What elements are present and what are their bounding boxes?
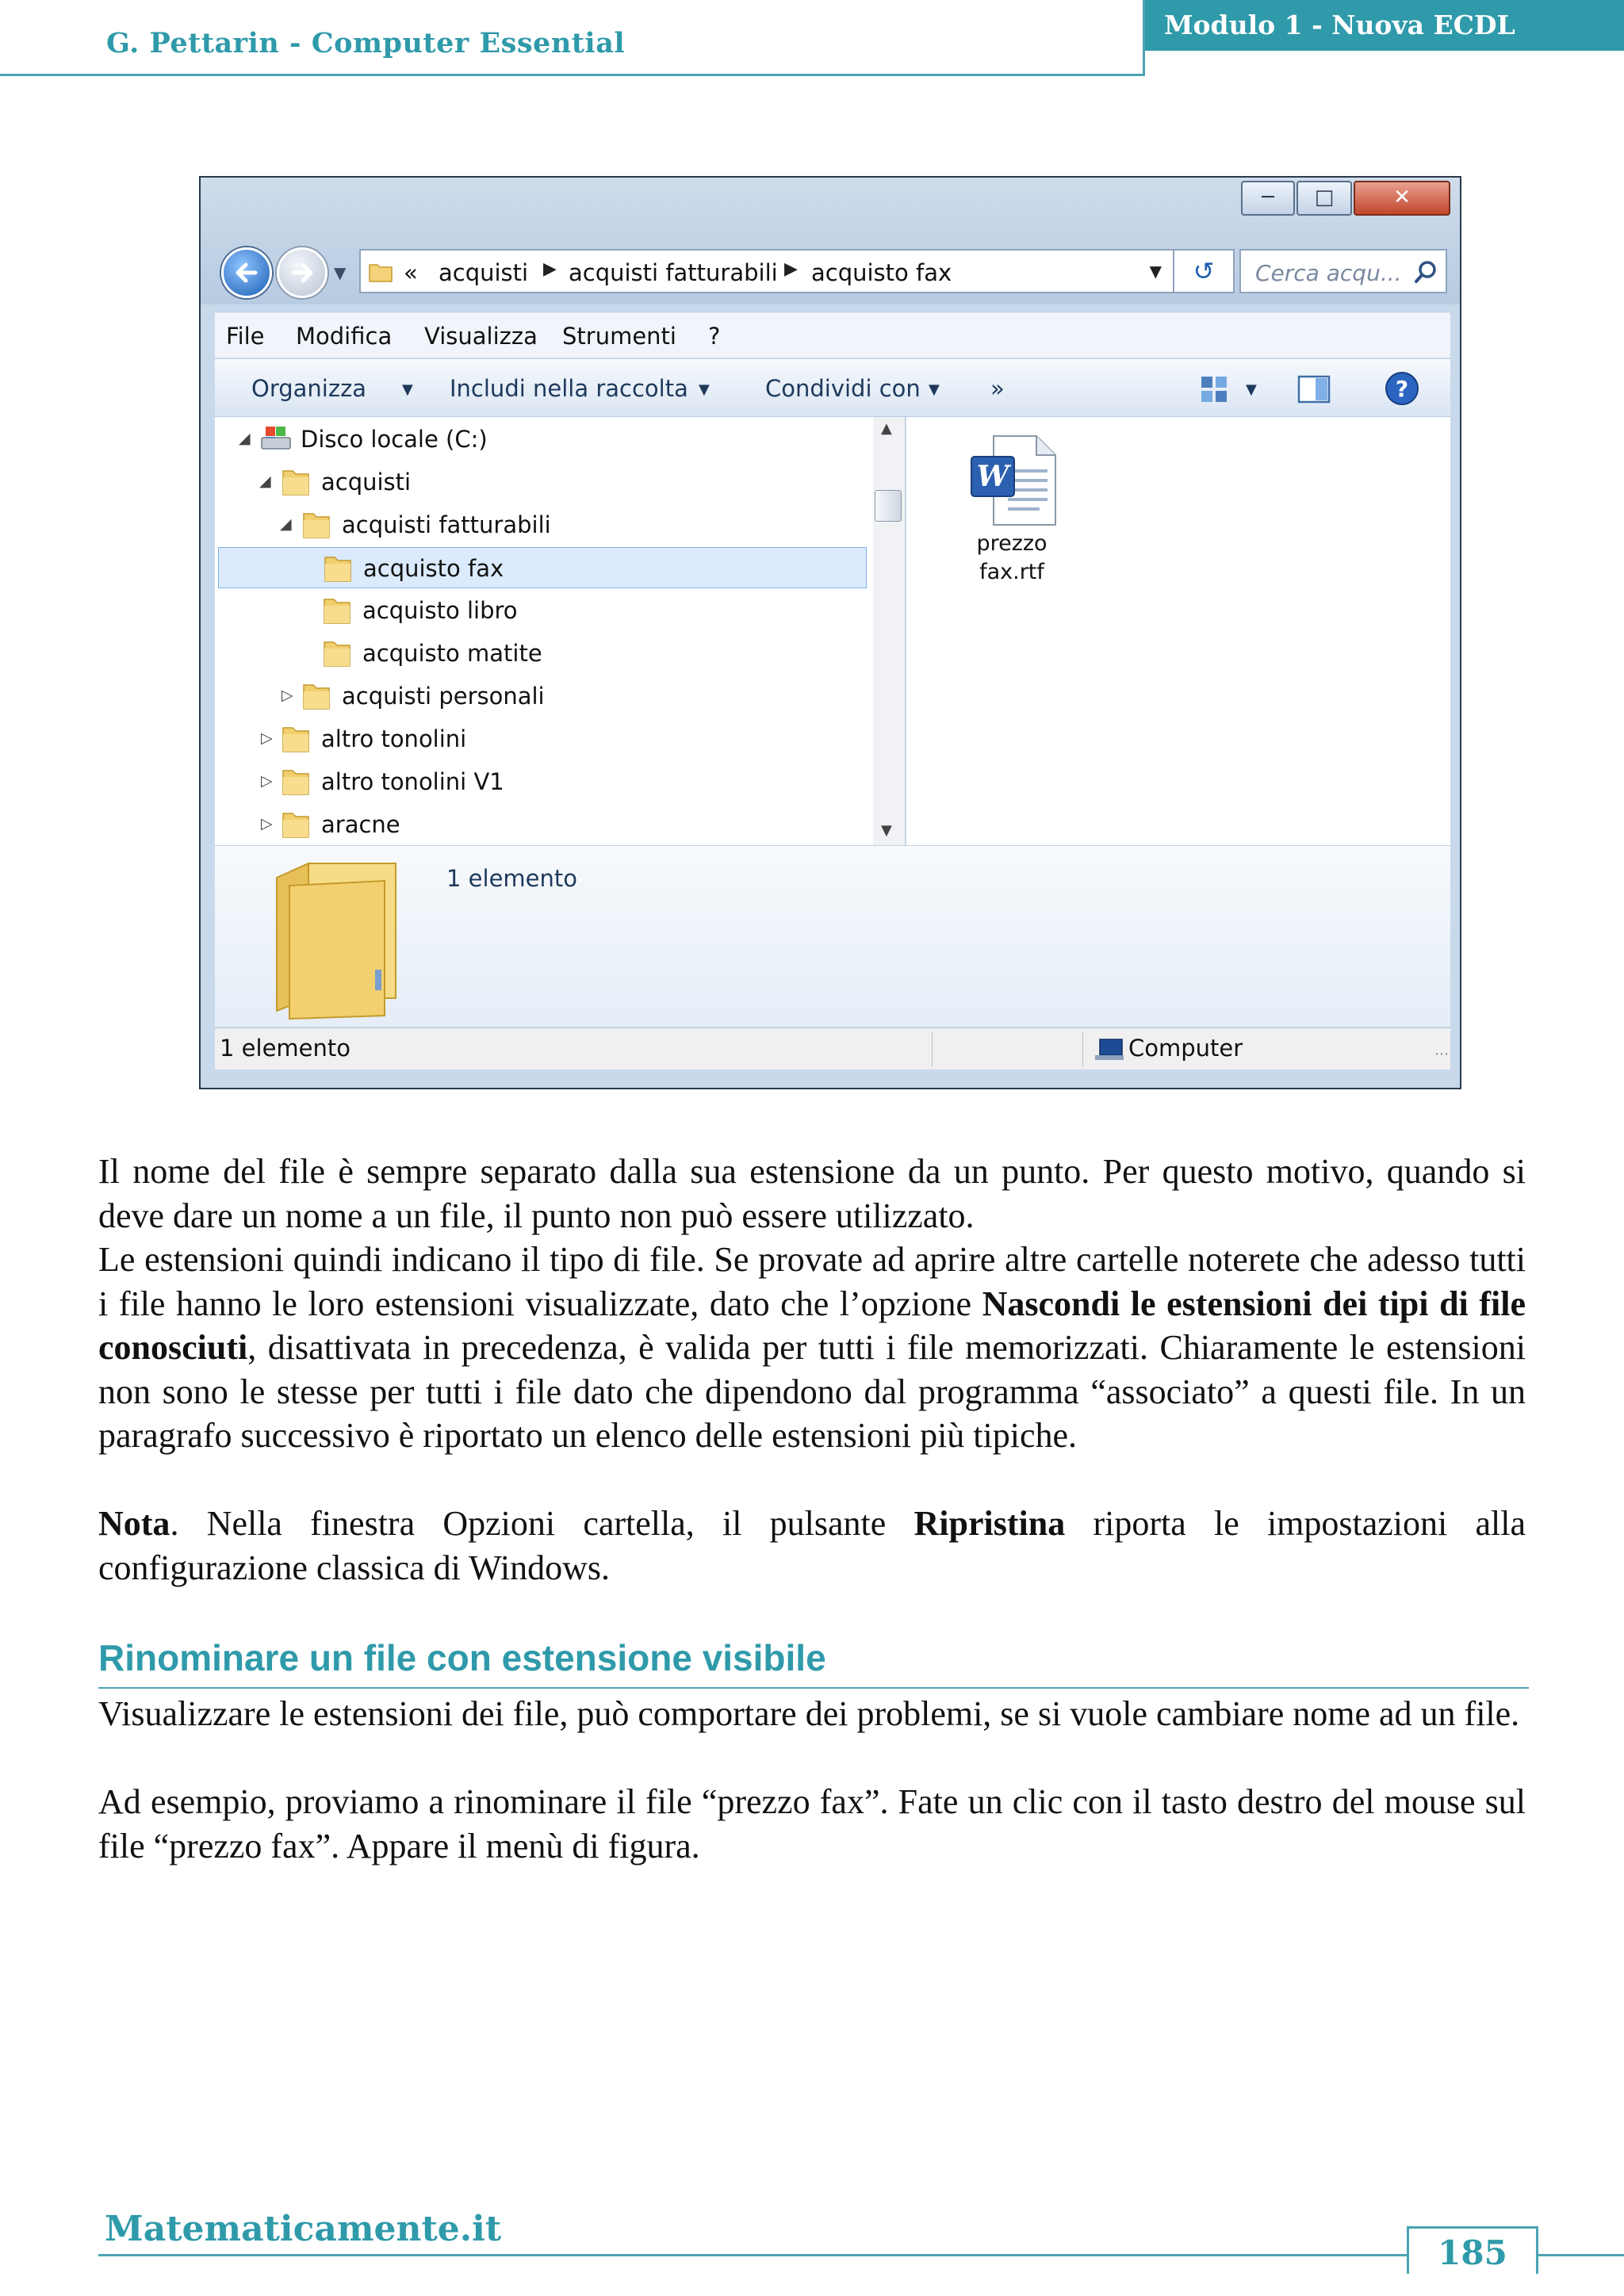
- address-bar[interactable]: [359, 249, 1174, 293]
- chevron-down-icon[interactable]: ▼: [929, 381, 940, 398]
- explorer-window-screenshot: [199, 176, 1461, 1089]
- paragraph-text: . Nella finestra Opzioni cartella, il pulsante: [170, 1504, 914, 1543]
- tree-scrollbar[interactable]: [873, 417, 906, 845]
- tree-item[interactable]: [215, 675, 873, 717]
- tree-item-label: acquisto matite: [362, 640, 542, 667]
- tree-item[interactable]: [215, 804, 873, 845]
- header-module-banner: [1145, 0, 1624, 51]
- tree-collapsed-icon[interactable]: ▷: [282, 687, 293, 704]
- folder-icon: [301, 509, 332, 541]
- section-divider: [98, 1687, 1529, 1689]
- paragraph-text: Ad esempio, proviamo a rinominare il file “prezzo fax”. Fate un clic con il tasto destro del mouse sul file “prezzo fax”. Appare il menù di figura.: [98, 1782, 1526, 1866]
- footer-site: Matematicamente.it: [105, 2209, 502, 2249]
- section-heading: Rinominare un file con estensione visibile: [98, 1637, 826, 1678]
- include-in-library-button[interactable]: Includi nella raccolta: [450, 375, 688, 402]
- file-name[interactable]: [952, 530, 1071, 587]
- paragraph-text: , disattivata in precedenza, è valida per tutti i file memorizzati. Chiaramente le estensioni non sono le stesse per tutti i file dato che dipendono dal programma “associato” a questi file. In un paragrafo successivo è riportato un elenco delle estensioni più tipiche.: [98, 1328, 1526, 1455]
- tree-item[interactable]: [215, 718, 873, 760]
- computer-icon: [1094, 1038, 1125, 1062]
- status-bar: [215, 1027, 1450, 1070]
- command-bar: [215, 358, 1450, 417]
- paragraph-text: Le estensioni quindi indicano il tipo di file. Se provate ad aprire altre cartelle noterete che adesso tutti i file hanno le loro estensioni visualizzate, dato che l’opzione: [98, 1240, 1526, 1323]
- chevron-down-icon[interactable]: ▼: [699, 381, 710, 398]
- paragraph: [98, 1502, 1526, 1590]
- back-button[interactable]: [221, 247, 272, 298]
- paragraph-bold-text: Nascondi le estensioni dei tipi di file conosciuti: [98, 1284, 1526, 1367]
- folder-icon: [321, 595, 353, 626]
- more-commands-button[interactable]: »: [990, 375, 1005, 402]
- folder-icon: [280, 466, 312, 498]
- tree-collapsed-icon[interactable]: ▷: [261, 815, 273, 832]
- chevron-down-icon[interactable]: ▼: [1246, 381, 1257, 398]
- forward-button[interactable]: [277, 247, 327, 298]
- page-number-box: [1407, 2226, 1538, 2274]
- menu-bar: [215, 312, 1450, 358]
- details-pane: [215, 845, 1450, 1027]
- status-location: Computer: [1128, 1035, 1243, 1062]
- tree-item-label: acquisti: [321, 469, 412, 496]
- tree-item-label: altro tonolini: [321, 725, 467, 752]
- tree-item[interactable]: [215, 419, 873, 460]
- status-item-count: 1 elemento: [220, 1035, 350, 1062]
- share-with-button[interactable]: Condividi con: [765, 375, 921, 402]
- scrollbar-thumb[interactable]: [875, 490, 902, 522]
- breadcrumb-chevron-icon[interactable]: ▶: [543, 259, 557, 279]
- menu-visualizza[interactable]: Visualizza: [424, 323, 538, 350]
- folder-icon: [321, 637, 353, 669]
- breadcrumb-item[interactable]: acquisti fatturabili: [569, 259, 778, 286]
- details-item-count: 1 elemento: [446, 865, 577, 892]
- tree-item[interactable]: [215, 761, 873, 802]
- help-icon[interactable]: [1384, 370, 1420, 407]
- change-view-icon[interactable]: [1198, 373, 1230, 405]
- tree-collapsed-icon[interactable]: ▷: [261, 729, 273, 747]
- search-icon[interactable]: [1412, 258, 1439, 285]
- back-arrow-icon: [232, 258, 262, 288]
- page-header: [0, 0, 1145, 76]
- paragraph: [98, 1780, 1526, 1868]
- tree-item-label: aracne: [321, 811, 400, 838]
- organize-button[interactable]: Organizza: [251, 375, 367, 402]
- refresh-button[interactable]: [1174, 249, 1235, 293]
- folder-icon: [301, 680, 332, 712]
- folder-icon: [280, 723, 312, 755]
- resize-grip-icon[interactable]: ⋯: [1434, 1046, 1447, 1062]
- close-button[interactable]: ✕: [1354, 181, 1450, 216]
- paragraph-bold-text: Nota: [98, 1504, 170, 1543]
- breadcrumb-chevron-icon[interactable]: ▶: [784, 259, 798, 279]
- tree-item-selected[interactable]: [218, 547, 867, 588]
- search-input[interactable]: [1239, 249, 1447, 293]
- tree-item[interactable]: [215, 633, 873, 674]
- navigation-pane: [215, 417, 874, 845]
- refresh-icon: ↺: [1193, 256, 1215, 286]
- preview-pane-icon[interactable]: [1297, 373, 1331, 405]
- tree-item[interactable]: [215, 590, 873, 631]
- folder-icon: [280, 809, 312, 840]
- footer-rule: [1536, 2254, 1624, 2256]
- maximize-button[interactable]: □: [1297, 181, 1352, 216]
- recent-pages-dropdown-icon[interactable]: ▼: [334, 263, 347, 282]
- paragraph-bold-text: Ripristina: [914, 1504, 1066, 1543]
- tree-item-label: altro tonolini V1: [321, 768, 504, 795]
- folder-icon: [322, 553, 354, 584]
- svg-text:W: W: [976, 460, 1009, 493]
- header-author-title: G. Pettarin - Computer Essential: [106, 27, 626, 59]
- forward-arrow-icon: [287, 258, 317, 288]
- word-document-icon[interactable]: [970, 433, 1073, 528]
- tree-expanded-icon[interactable]: ◢: [280, 515, 292, 533]
- scroll-down-icon[interactable]: ▼: [881, 822, 892, 839]
- large-folder-icon: [261, 854, 419, 1020]
- header-module-title: Modulo 1 - Nuova ECDL: [1164, 10, 1515, 40]
- paragraph: [98, 1238, 1526, 1458]
- tree-expanded-icon[interactable]: ◢: [259, 473, 271, 490]
- scroll-up-icon[interactable]: ▲: [881, 420, 892, 437]
- svg-text:?: ?: [1395, 376, 1409, 402]
- tree-item-label: acquisto libro: [362, 597, 518, 624]
- chevron-down-icon[interactable]: ▼: [402, 381, 413, 398]
- menu-strumenti[interactable]: Strumenti: [562, 323, 676, 350]
- tree-item-label: Disco locale (C:): [301, 426, 488, 453]
- status-divider: [1082, 1031, 1083, 1066]
- page-number: 185: [1438, 2233, 1507, 2272]
- breadcrumb-item[interactable]: acquisto fax: [811, 259, 952, 286]
- menu-file[interactable]: File: [226, 323, 265, 350]
- file-name-line: fax.rtf: [979, 560, 1044, 584]
- paragraph-text: Visualizzare le estensioni dei file, può comportare dei problemi, se si vuole cambiare nome ad un file.: [98, 1694, 1520, 1733]
- tree-collapsed-icon[interactable]: ▷: [261, 772, 273, 790]
- breadcrumb-overflow[interactable]: «: [404, 259, 418, 286]
- minimize-button[interactable]: ─: [1241, 181, 1295, 216]
- folder-icon: [280, 766, 312, 798]
- footer-rule: [98, 2254, 1407, 2256]
- status-divider: [932, 1031, 933, 1066]
- menu-modifica[interactable]: Modifica: [296, 323, 393, 350]
- paragraph-text: Il nome del file è sempre separato dalla sua estensione da un punto. Per questo motivo, quando si deve dare un nome a un file, il punto non può essere utilizzato.: [98, 1152, 1526, 1235]
- tree-item-label: acquisti personali: [342, 683, 545, 710]
- folder-icon: [367, 258, 394, 285]
- drive-icon: [259, 423, 294, 453]
- file-name-line: prezzo: [976, 531, 1048, 556]
- tree-item-label: acquisti fatturabili: [342, 511, 551, 538]
- file-list-pane: [906, 417, 1450, 845]
- tree-item-label: acquisto fax: [363, 555, 504, 582]
- tree-item[interactable]: [215, 504, 873, 545]
- paragraph: [98, 1692, 1526, 1736]
- menu-help[interactable]: ?: [708, 323, 721, 350]
- paragraph: [98, 1150, 1526, 1238]
- paragraph-text: riporta le impostazioni alla configurazione classica di Windows.: [98, 1504, 1526, 1587]
- breadcrumb-item[interactable]: acquisti: [439, 259, 529, 286]
- search-placeholder: Cerca acqu...: [1255, 260, 1402, 286]
- tree-expanded-icon[interactable]: ◢: [239, 430, 251, 447]
- tree-item[interactable]: [215, 461, 873, 503]
- address-dropdown-icon[interactable]: ▼: [1149, 262, 1162, 281]
